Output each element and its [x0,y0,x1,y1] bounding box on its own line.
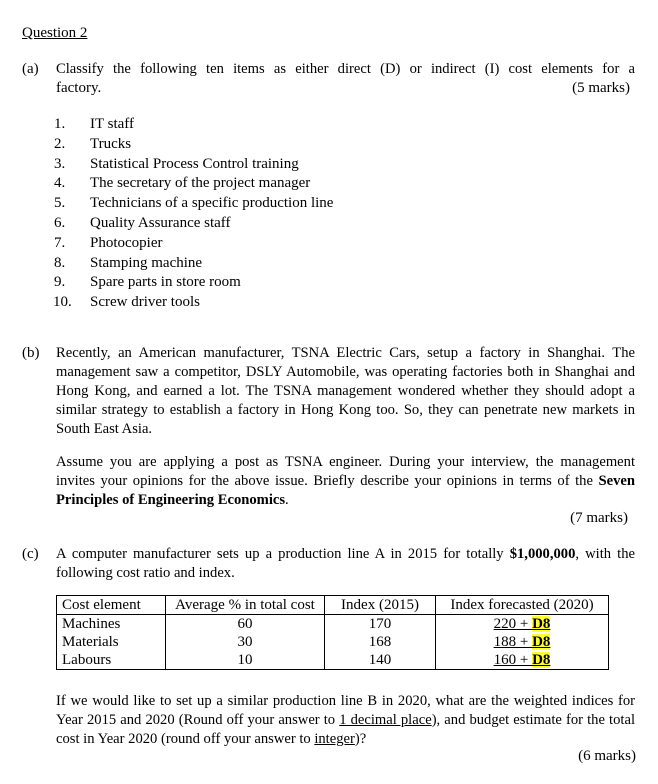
cell-index-2015: 170 [325,615,436,634]
part-c-marks: (6 marks) [578,748,636,764]
cell-index-2020: 160 + D8 [436,651,609,670]
list-item: 6. Quality Assurance staff [54,214,231,231]
list-item: 9. Spare parts in store room [54,274,241,291]
cell-index-2015: 140 [325,651,436,670]
cell-element: Labours [57,651,166,670]
d8-variable: D8 [532,651,551,668]
table-row [57,615,609,634]
table-row [57,633,609,651]
cell-average: 60 [166,615,325,634]
part-b-label: (b) [22,345,40,361]
underline-decimal-place: 1 decimal place [339,712,432,728]
cell-average: 10 [166,651,325,670]
header-index-2015: Index (2015) [325,596,436,615]
cell-index-2015: 168 [325,633,436,651]
part-a-marks: (5 marks) [572,80,630,96]
list-item: 1. IT staff [54,116,135,132]
part-c-intro: A computer manufacturer sets up a production line A in 2015 for totally $1,000,000, with the following cost ratio and index. [56,546,635,581]
underline-integer: integer [314,731,355,747]
d8-variable: D8 [532,633,551,650]
table-header-row [57,596,609,615]
part-a-text-line2: factory. [56,80,102,96]
seven-principles-phrase: Seven Principles of Engineering Economics [56,473,635,508]
cell-average: 30 [166,633,325,651]
total-cost-amount: $1,000,000 [509,546,576,562]
list-item: 10. Screw driver tools [53,294,200,311]
cell-element: Materials [57,633,166,651]
part-a-item-list [54,115,454,313]
part-a-label: (a) [22,61,39,77]
list-item: 7. Photocopier [54,234,163,251]
cell-element: Machines [57,615,166,634]
cost-index-table [56,595,609,670]
question-title: Question 2 [22,25,88,41]
table-row [57,651,609,670]
list-item: 5. Technicians of a specific production line [54,195,334,212]
header-index-2020: Index forecasted (2020) [436,596,609,615]
list-item: 2. Trucks [54,135,132,152]
part-b-paragraph-1: Recently, an American manufacturer, TSNA Electric Cars, setup a factory in Shanghai. The management saw a competitor, DSLY Automobile, was operating factories both in Shanghai and Hong Kong, and earned a lot. The TSNA management wondered whether they should adopt a similar strategy to establish a factory in Hong Kong too. So, they can penetrate new markets in South East Asia. [56,345,635,437]
cell-index-2020: 220 + D8 [436,615,609,634]
d8-variable: D8 [532,615,551,632]
part-c-question: If we would like to set up a similar production line B in 2020, what are the weighted indices for Year 2015 and 2020 (Round off your answer to 1 decimal place), and budget estimate for the total cost in Year 2020 (round off your answer to integer)? [56,693,635,747]
part-a-question [56,60,635,98]
header-average-percent: Average % in total cost [166,596,325,615]
part-c-label: (c) [22,546,39,562]
list-item: 4. The secretary of the project manager [54,175,311,192]
cell-index-2020: 188 + D8 [436,633,609,651]
header-cost-element: Cost element [57,596,166,615]
list-item: 8. Stamping machine [54,254,203,271]
part-b-marks: (7 marks) [570,510,628,526]
list-item: 3. Statistical Process Control training [54,155,299,172]
part-a-text-line1: Classify the following ten items as either direct (D) or indirect (I) cost elements for a [56,61,635,77]
part-b-paragraph-2: Assume you are applying a post as TSNA engineer. During your interview, the management invites your opinions for the above issue. Briefly describe your opinions in terms of the Seven Principles of Engineering Economics. [56,454,635,508]
